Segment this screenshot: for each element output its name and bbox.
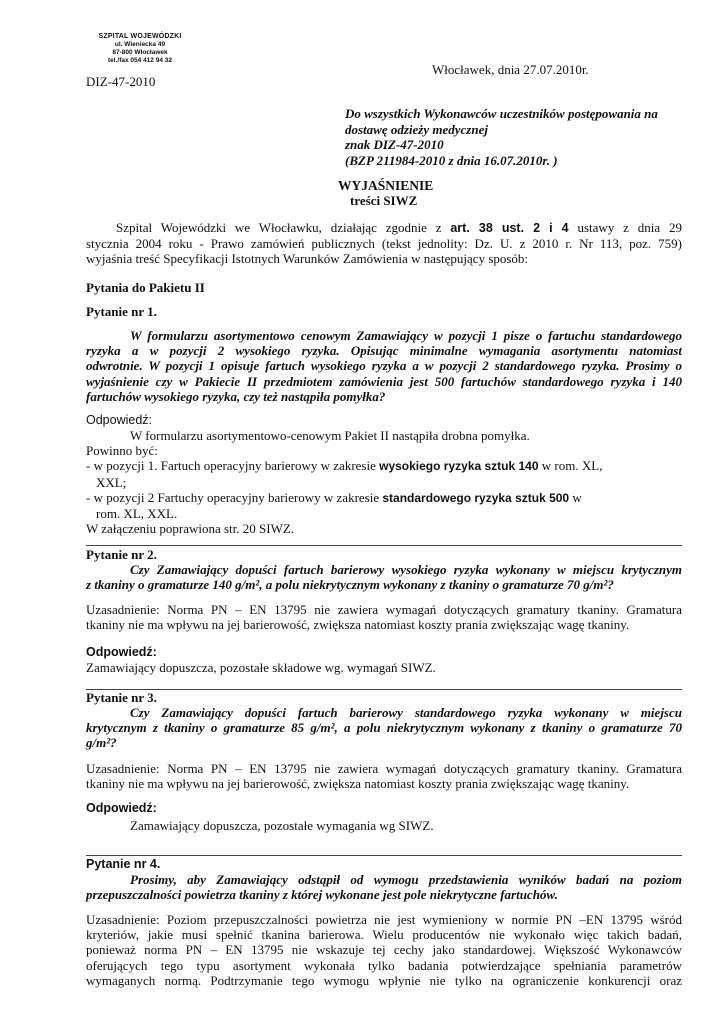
answer-highlight: wysokiego ryzyka sztuk 140 [379, 459, 539, 474]
question-line: W formularzu asortymentowo cenowym Zamawiający w pozycji 1 pisze o fartuchu standardowego [130, 328, 682, 343]
document-subtitle: treści SIWZ [350, 193, 418, 208]
answer-3-label: Odpowiedź: [86, 801, 157, 815]
sender-city: 87-800 Włocławek [112, 49, 168, 56]
question-1-label: Pytanie nr 1. [86, 304, 157, 319]
question-line: ryzyka a w pozycji 2 wysokiego ryzyka. Opisując minimalne wymagania asortymentu natomiast [86, 343, 682, 359]
divider [86, 545, 682, 546]
justification-line: oferujących tego typu asortyment wykonała tylko badania potwierdzające spełniania parametrów [86, 957, 682, 973]
question-4-text [86, 872, 682, 902]
question-1-text [86, 328, 682, 404]
intro-text: Szpital Wojewódzki we Włocławku, działając zgodnie z [116, 220, 442, 235]
intro-paragraph [86, 220, 682, 267]
addressee-block [345, 106, 658, 168]
answer-line: rom. XL, XXL. [96, 506, 178, 522]
intro-line: stycznia 2004 roku - Prawo zamówień publicznych (tekst jednolity: Dz. U. z 2010 r. Nr 113, poz. 759) [86, 236, 682, 252]
addressee-line: znak DIZ-47-2010 [345, 137, 444, 152]
answer-text: w [572, 489, 582, 505]
question-line: Czy Zamawiający dopuści fartuch barierowy standardowego ryzyka wykonany w miejscu [130, 705, 682, 720]
letterhead [84, 33, 196, 65]
question-line: przepuszczalności powietrza tkaniny z której wykonane jest pole niekrytyczne fartuchów. [86, 887, 558, 903]
question-2-label: Pytanie nr 2. [86, 547, 157, 562]
justification-3 [86, 761, 682, 791]
addressee-line: Do wszystkich Wykonawców uczestników postępowania na [345, 106, 658, 121]
intro-article: art. 38 ust. 2 i 4 [450, 221, 569, 235]
justification-line: wymaganych normą. Podtrzymanie tego wymogu wpłynie nie tylko na ograniczenie konkurencji oraz [86, 972, 682, 988]
question-line: fartuchów wysokiego ryzyka, czy też nastąpiła pomyłka? [86, 388, 386, 404]
question-line: Czy Zamawiający dopuści fartuch barierowy wysokiego ryzyka wykonany w miejscu krytycznym [130, 562, 682, 577]
answer-line [86, 458, 682, 474]
answer-text: - w pozycji 2 Fartuchy operacyjny barierowy w zakresie [86, 489, 380, 505]
answer-line: XXL; [96, 474, 127, 490]
justification-line: tkaniny nie ma wpływu na jej barierowość, zwiększa natomiast koszty prania zwiększając wagę tkaniny. [86, 776, 630, 792]
justification-4 [86, 912, 682, 988]
question-3-label: Pytanie nr 3. [86, 690, 157, 705]
question-4-label: Pytanie nr 4. [86, 857, 161, 871]
addressee-line: (BZP 211984-2010 z dnia 16.07.2010r. ) [345, 152, 558, 168]
question-line: wyjaśnienie czy w Pakiecie II przedmiotem zamówienia jest 500 fartuchów standardowego ryzyka i 140 [86, 373, 682, 389]
question-line: z tkaniny o gramaturze 140 g/m², a polu niekrytycznym wykonany z tkaniny o gramaturze 70 g/m²? [86, 577, 614, 593]
intro-line [86, 220, 682, 236]
intro-line: wyjaśnia treść Specyfikacji Istotnych Warunków Zamówienia w następujący sposób: [86, 251, 529, 267]
divider [86, 855, 682, 856]
answer-line: W załączeniu poprawiona str. 20 SIWZ. [86, 521, 295, 537]
question-line: odwrotnie. W pozycji 1 opisuje fartuch wysokiego ryzyka a w pozycji 2 standardowego ryzyka. Prosimy o [86, 358, 682, 374]
justification-line: Uzasadnienie: Norma PN – EN 13795 nie zawiera wymagań dotyczących gramatury tkaniny. Gramatura [86, 761, 682, 776]
sender-phone: tel./fax 054 412 94 32 [108, 57, 172, 64]
justification-line: Uzasadnienie: Norma PN – EN 13795 nie zawiera wymagań dotyczących gramatury tkaniny. Gramatura [86, 602, 682, 617]
justification-line: ponieważ norma PN – EN 13795 nie wskazuje tej cechy jako standardowej. Większość Wykonawców [86, 942, 682, 958]
sender-name: SZPITAL WOJEWÓDZKI [98, 33, 182, 40]
justification-line: tkaniny nie ma wpływu na jej barierowość, zwiększa natomiast koszty prania zwiększając wagę tkaniny. [86, 617, 630, 633]
question-3-text [86, 705, 682, 751]
answer-line [86, 490, 682, 506]
answer-2-label: Odpowiedź: [86, 645, 157, 659]
justification-2 [86, 602, 682, 632]
answer-1-label: Odpowiedź: [86, 413, 153, 427]
justification-line: kryteriów, jakie musi spełnić tkanina barierowa. Wielu producentów nie wykonało więc takich badań, [86, 927, 682, 943]
answer-line: W formularzu asortymentowo-cenowym Pakiet II nastąpiła drobna pomyłka. [130, 428, 530, 443]
reference-number: DIZ-47-2010 [86, 74, 156, 89]
answer-1-text [86, 428, 682, 536]
question-line: krytycznym z tkaniny o gramaturze 85 g/m², a polu niekrytycznym wykonany z tkaniny o gramaturze 70 [86, 720, 682, 736]
answer-line: Powinno być: [86, 443, 158, 459]
section-title: Pytania do Pakietu II [86, 280, 205, 295]
question-line: Prosimy, aby Zamawiający odstąpił od wymogu przedstawienia wyników badań na poziom [130, 872, 682, 887]
answer-3-text: Zamawiający dopuszcza, pozostałe wymagania wg SIWZ. [130, 818, 434, 833]
question-2-text [86, 562, 682, 592]
place-date: Włocławek, dnia 27.07.2010r. [432, 62, 589, 77]
sender-street: ul. Wienieckа 49 [114, 41, 166, 48]
question-line: g/m²? [86, 735, 117, 751]
answer-text: w rom. XL, [541, 458, 603, 474]
answer-2-text: Zamawiający dopuszcza, pozostałe składowe wg. wymagań SIWZ. [86, 660, 436, 675]
intro-text: ustawy z dnia 29 [577, 220, 682, 235]
answer-highlight: standardowego ryzyka sztuk 500 [382, 490, 570, 505]
addressee-line: dostawę odzieży medycznej [345, 121, 488, 137]
answer-text: - w pozycji 1. Fartuch operacyjny barierowy w zakresie [86, 458, 376, 474]
document-title: WYJAŚNIENIE [338, 178, 434, 193]
divider [86, 689, 682, 690]
justification-line: Uzasadnienie: Poziom przepuszczalności powietrza nie jest wymieniony w normie PN –EN 13795 wśród [86, 912, 682, 927]
